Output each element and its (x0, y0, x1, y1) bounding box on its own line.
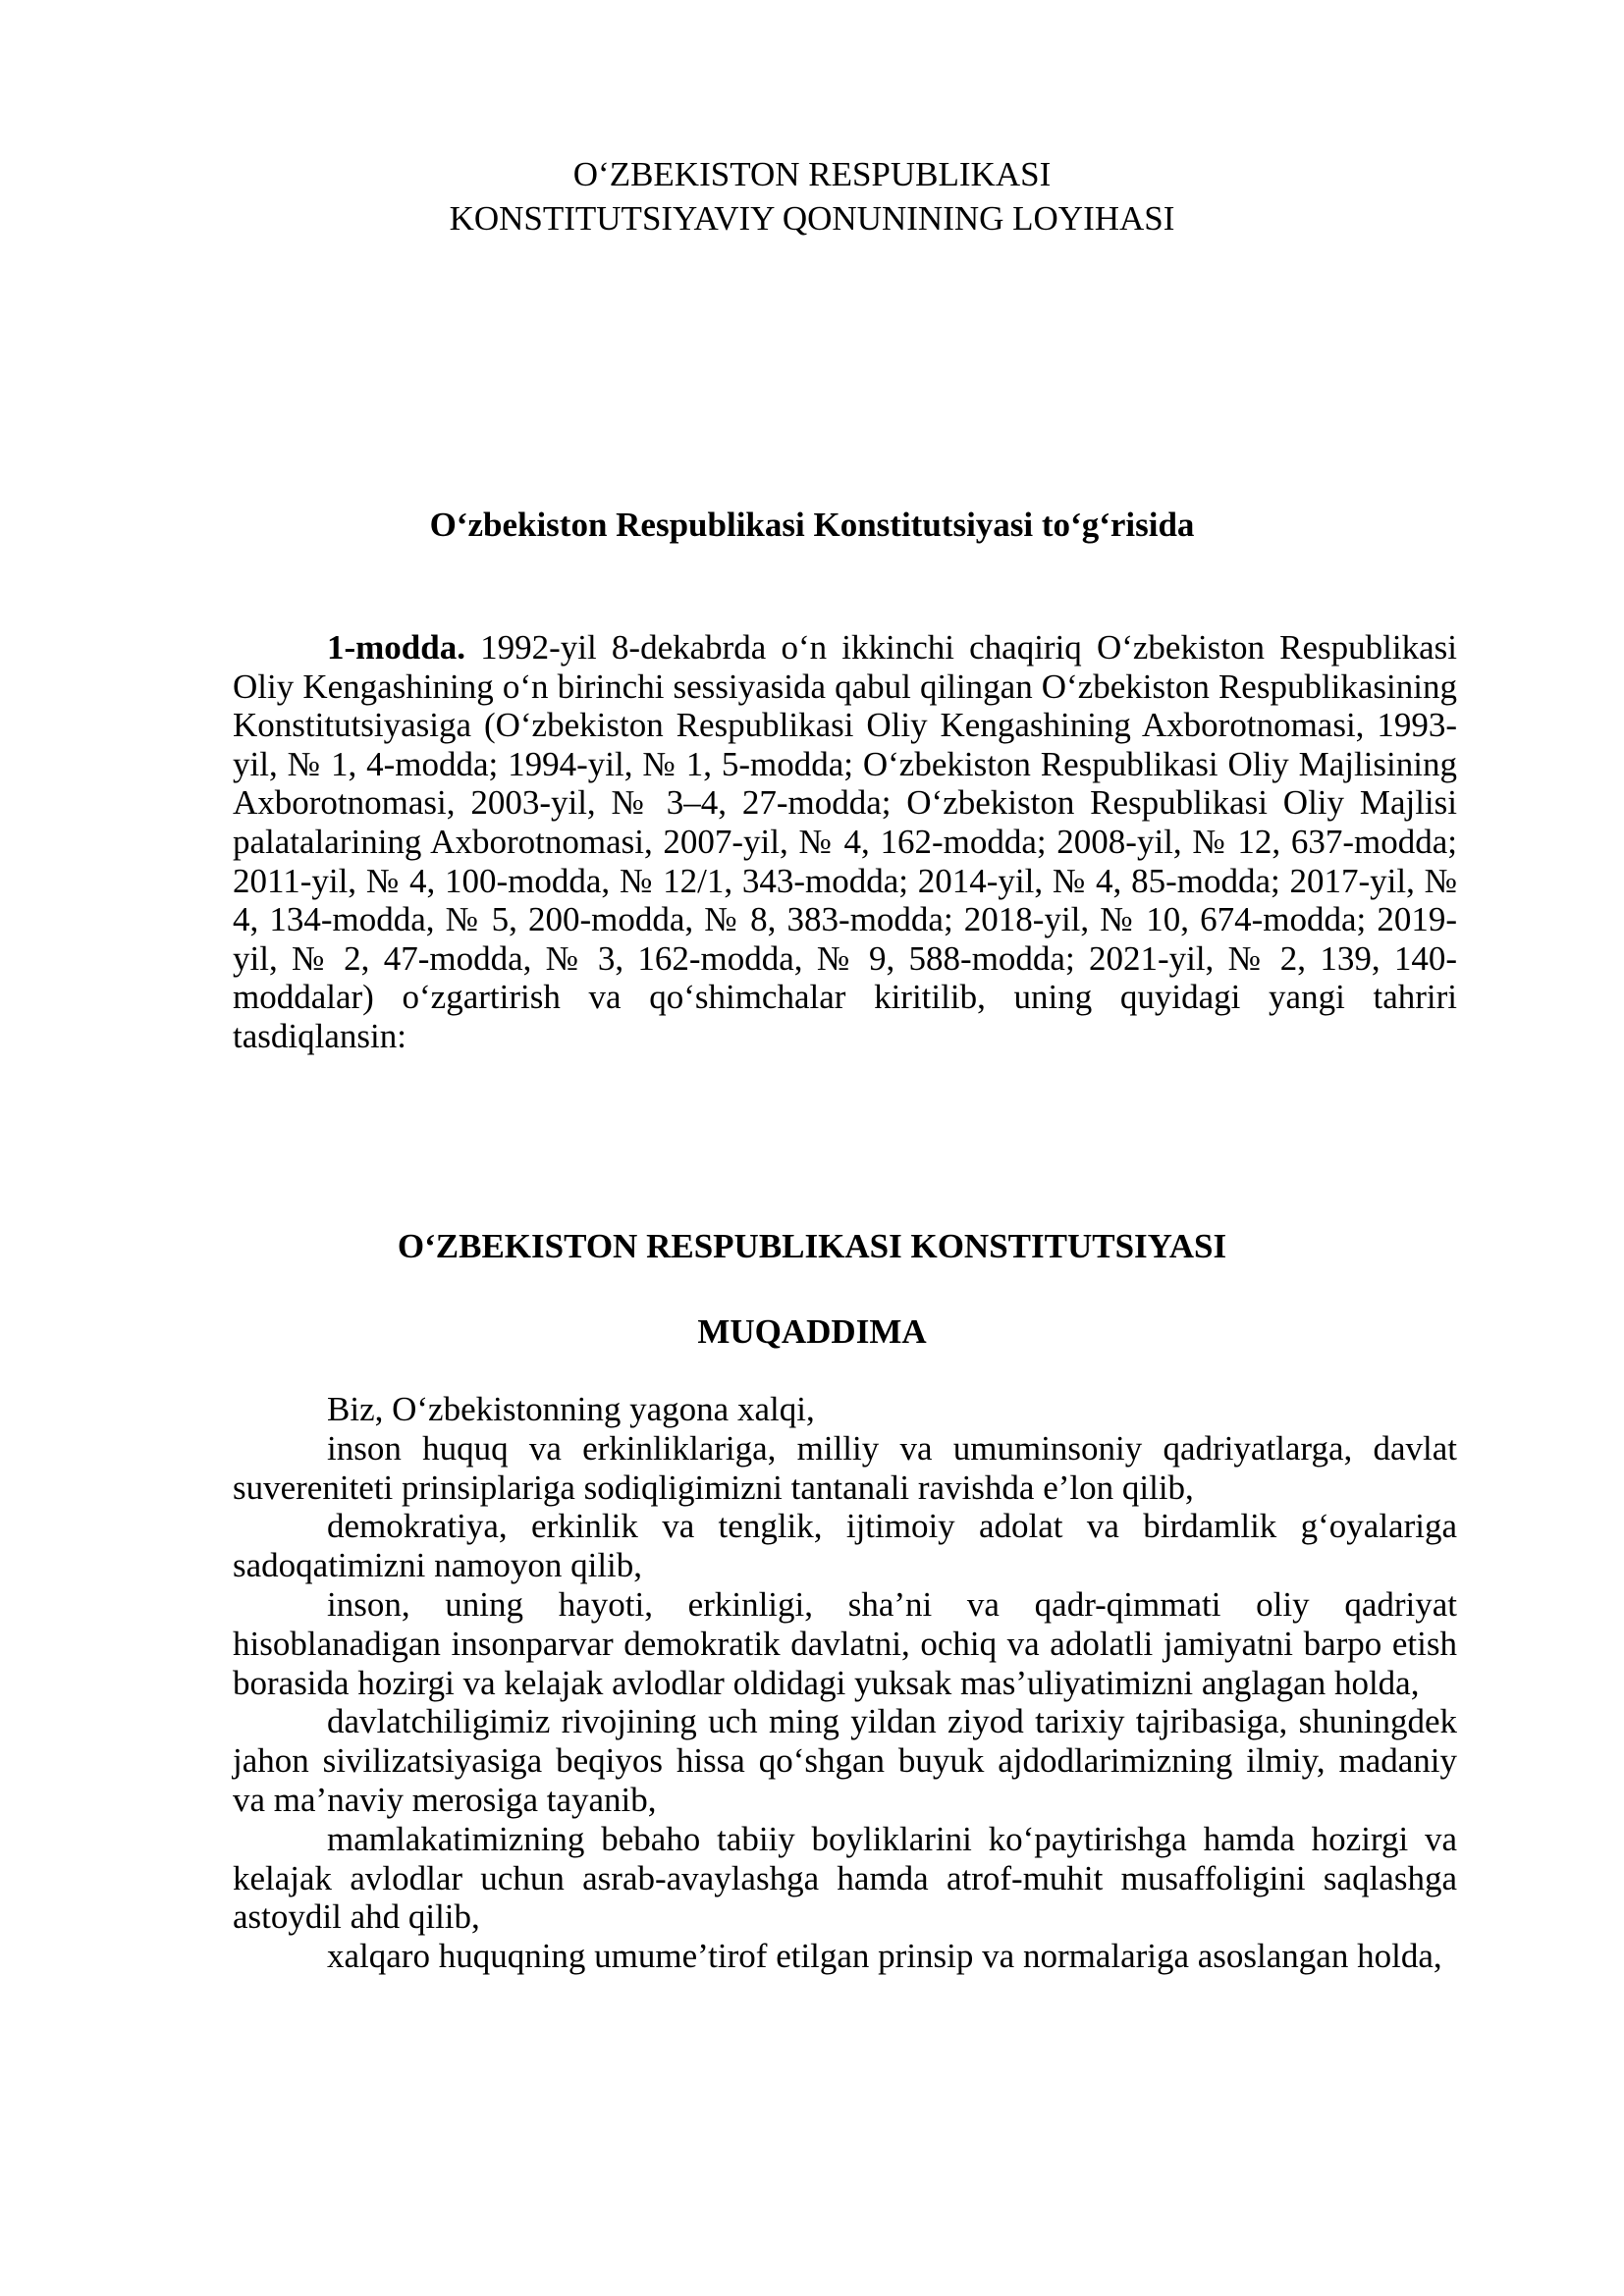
article-1 (233, 628, 1457, 1056)
article-1-text: 1992-yil 8-dekabrda o‘n ikkinchi chaqiriq O‘zbekiston Respublikasi Oliy Kengashining o‘n birinchi sessiyasida qabul qilingan O‘zbekiston Respublikasining Konstitutsiyasiga (O‘zbekiston Respublikasi Oliy Kengashining Axborotnomasi, 1993-yil, № 1, 4-modda; 1994-yil, № 1, 5-modda; O‘zbekiston Respublikasi Oliy Majlisining Axborotnomasi, 2003-yil, № 3–4, 27-modda; O‘zbekiston Respublikasi Oliy Majlisi palatalarining Axborotnomasi, 2007-yil, № 4, 162-modda; 2008-yil, № 12, 637-modda; 2011-yil, № 4, 100-modda, № 12/1, 343-modda; 2014-yil, № 4, 85-modda; 2017-yil, № 4, 134-modda, № 5, 200-modda, № 8, 383-modda; 2018-yil, № 10, 674-modda; 2019-yil, № 2, 47-modda, № 3, 162-modda, № 9, 588-modda; 2021-yil, № 2, 139, 140-moddalar) o‘zgartirish va qo‘shimchalar kiritilib, uning quyidagi yangi tahriri tasdiqlansin: (233, 628, 1458, 1055)
preamble-paragraph: davlatchiligimiz rivojining uch ming yildan ziyod tarixiy tajribasiga, shuningdek jahon sivilizatsiyasiga beqiyos hissa qo‘shgan buyuk ajdodlarimizning ilmiy, madaniy va ma’naviy merosiga tayanib, (233, 1702, 1457, 1819)
preamble-paragraph: xalqaro huquqning umume’tirof etilgan prinsip va normalariga asoslangan holda, (327, 1937, 1442, 1976)
preamble (233, 1390, 1457, 1976)
document-header (0, 152, 1624, 240)
article-1-label: 1-modda. (327, 628, 465, 667)
constitution-title: O‘ZBEKISTON RESPUBLIKASI KONSTITUTSIYASI (397, 1227, 1227, 1265)
header-line-1: O‘ZBEKISTON RESPUBLIKASI (572, 155, 1052, 193)
header-line-2: KONSTITUTSIYAVIY QONUNINING LOYIHASI (449, 199, 1175, 238)
preamble-paragraph: Biz, O‘zbekistonning yagona xalqi, (327, 1390, 815, 1428)
law-title: O‘zbekiston Respublikasi Konstitutsiyasi to‘g‘risida (429, 506, 1195, 544)
preamble-paragraph: mamlakatimizning bebaho tabiiy boyliklarini ko‘paytirishga hamda hozirgi va kelajak avlodlar uchun asrab-avaylashga hamda atrof-muhit musaffoligini saqlashga astoydil ahd qilib, (233, 1819, 1457, 1937)
preamble-paragraph: inson, uning hayoti, erkinligi, sha’ni va qadr-qimmati oliy qadriyat hisoblanadigan insonparvar demokratik davlatni, ochiq va adolatli jamiyatni barpo etish borasida hozirgi va kelajak avlodlar oldidagi yuksak mas’uliyatimizni anglagan holda, (233, 1584, 1457, 1702)
preamble-paragraph: demokratiya, erkinlik va tenglik, ijtimoiy adolat va birdamlik g‘oyalariga sadoqatimizni namoyon qilib, (233, 1507, 1457, 1585)
preamble-paragraph: inson huquq va erkinliklariga, milliy va umuminsoniy qadriyatlarga, davlat suvereniteti prinsiplariga sodiqligimizni tantanali ravishda e’lon qilib, (233, 1428, 1457, 1507)
preamble-title: MUQADDIMA (697, 1312, 927, 1351)
